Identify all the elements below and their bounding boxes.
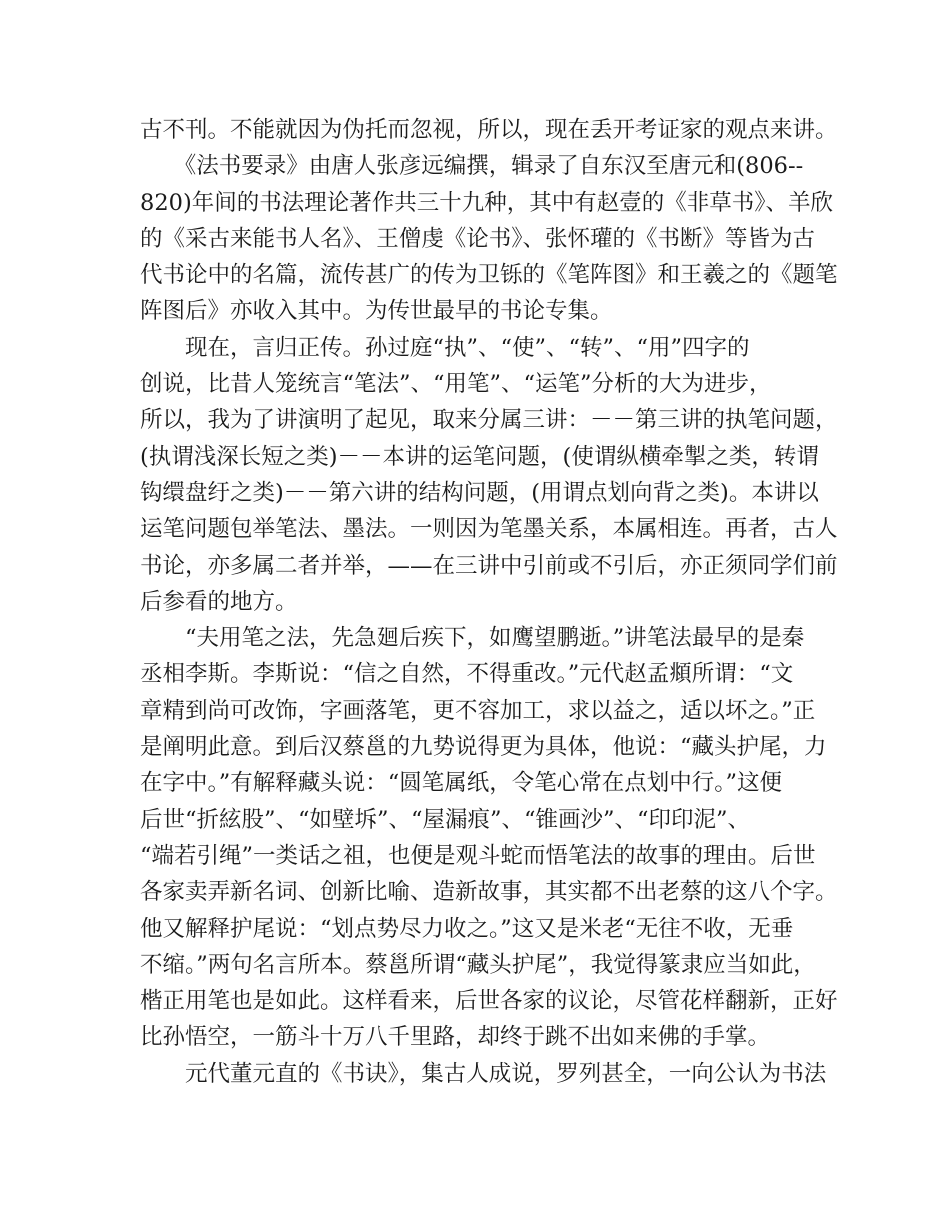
text-line: 创说，比昔人笼统言“笔法”、“用笔”、“运笔”分析的大为进步， xyxy=(140,371,772,398)
text-line: 比孙悟空，一筋斗十万八千里路，却终于跳不出如来佛的手掌。 xyxy=(140,1024,771,1051)
text-line: 运笔问题包举笔法、墨法。一则因为笔墨关系，本属相连。再者，古人 xyxy=(140,516,838,543)
text-line: 各家卖弄新名词、创新比喻、造新故事，其实都不出老蔡的这八个字。 xyxy=(140,879,838,906)
text-line: 不缩。”两句名言所本。蔡邕所谓“藏头护尾”，我觉得篆隶应当如此， xyxy=(140,951,816,978)
text-line: 所以，我为了讲演明了起见，取来分属三讲：－－第三讲的执笔问题， xyxy=(140,407,838,434)
text-line: 章精到尚可改饰，字画落笔，更不容加工，求以益之，适以坏之。”正 xyxy=(140,697,816,724)
text-line: 是阐明此意。到后汉蔡邕的九势说得更为具体，他说：“藏头护尾，力 xyxy=(140,734,827,761)
text-line: 在字中。”有解释藏头说：“圆笔属纸，令笔心常在点划中行。”这便 xyxy=(140,770,783,797)
paragraph xyxy=(140,112,840,148)
text-line: 后世“折絃股”、“如壁坼”、“屋漏痕”、“锥画沙”、“印印泥”、 xyxy=(140,806,751,833)
text-line: 钩缳盘纡之类)－－第六讲的结构问题，(用谓点划向背之类)。本讲以 xyxy=(140,479,819,506)
paragraph xyxy=(140,620,840,1056)
text-line: 丞相李斯。李斯说：“信之自然，不得重改。”元代赵孟頫所谓：“文 xyxy=(140,661,794,688)
paragraph xyxy=(140,148,840,329)
text-line: 代书论中的名篇，流传甚广的传为卫铄的《笔阵图》和王羲之的《题笔 xyxy=(140,262,838,289)
text-line: 他又解释护尾说：“划点势尽力收之。”这又是米老“无往不收，无垂 xyxy=(140,915,794,942)
text-line: “端若引绳”一类话之祖，也便是观斗蛇而悟笔法的故事的理由。后世 xyxy=(140,842,816,869)
text-line: 楷正用笔也是如此。这样看来，后世各家的议论，尽管花样翻新，正好 xyxy=(140,988,838,1015)
paragraph xyxy=(140,330,840,620)
text-line: 现在，言归正传。孙过庭“执”、“使”、“转”、“用”四字的 xyxy=(140,334,750,361)
text-line: 书论，亦多属二者并举，——在三讲中引前或不引后，亦正须同学们前 xyxy=(140,552,838,579)
text-line: 后参看的地方。 xyxy=(140,588,298,615)
text-line: “夫用笔之法，先急廻后疾下，如鹰望鹏逝。”讲笔法最早的是秦 xyxy=(140,625,805,652)
text-line: 元代董元直的《书诀》，集古人成说，罗列甚全，一向公认为书法 xyxy=(140,1060,827,1087)
text-line: 820)年间的书法理论著作共三十九种，其中有赵壹的《非草书》、羊欣 xyxy=(140,189,833,216)
text-line: 《法书要录》由唐人张彦远编撰，辑录了自东汉至唐元和(806-- xyxy=(140,153,804,180)
paragraph xyxy=(140,1056,840,1092)
text-line: 的《采古来能书人名》、王僧虔《论书》、张怀瓘的《书断》等皆为古 xyxy=(140,225,816,252)
text-line: 古不刊。不能就因为伪托而忽视，所以，现在丢开考证家的观点来讲。 xyxy=(140,117,838,143)
text-line: (执谓浅深长短之类)－－本讲的运笔问题，(使谓纵横牵掣之类，转谓 xyxy=(140,443,819,470)
body-text xyxy=(140,112,840,1092)
text-line: 阵图后》亦收入其中。为传世最早的书论专集。 xyxy=(140,298,613,325)
